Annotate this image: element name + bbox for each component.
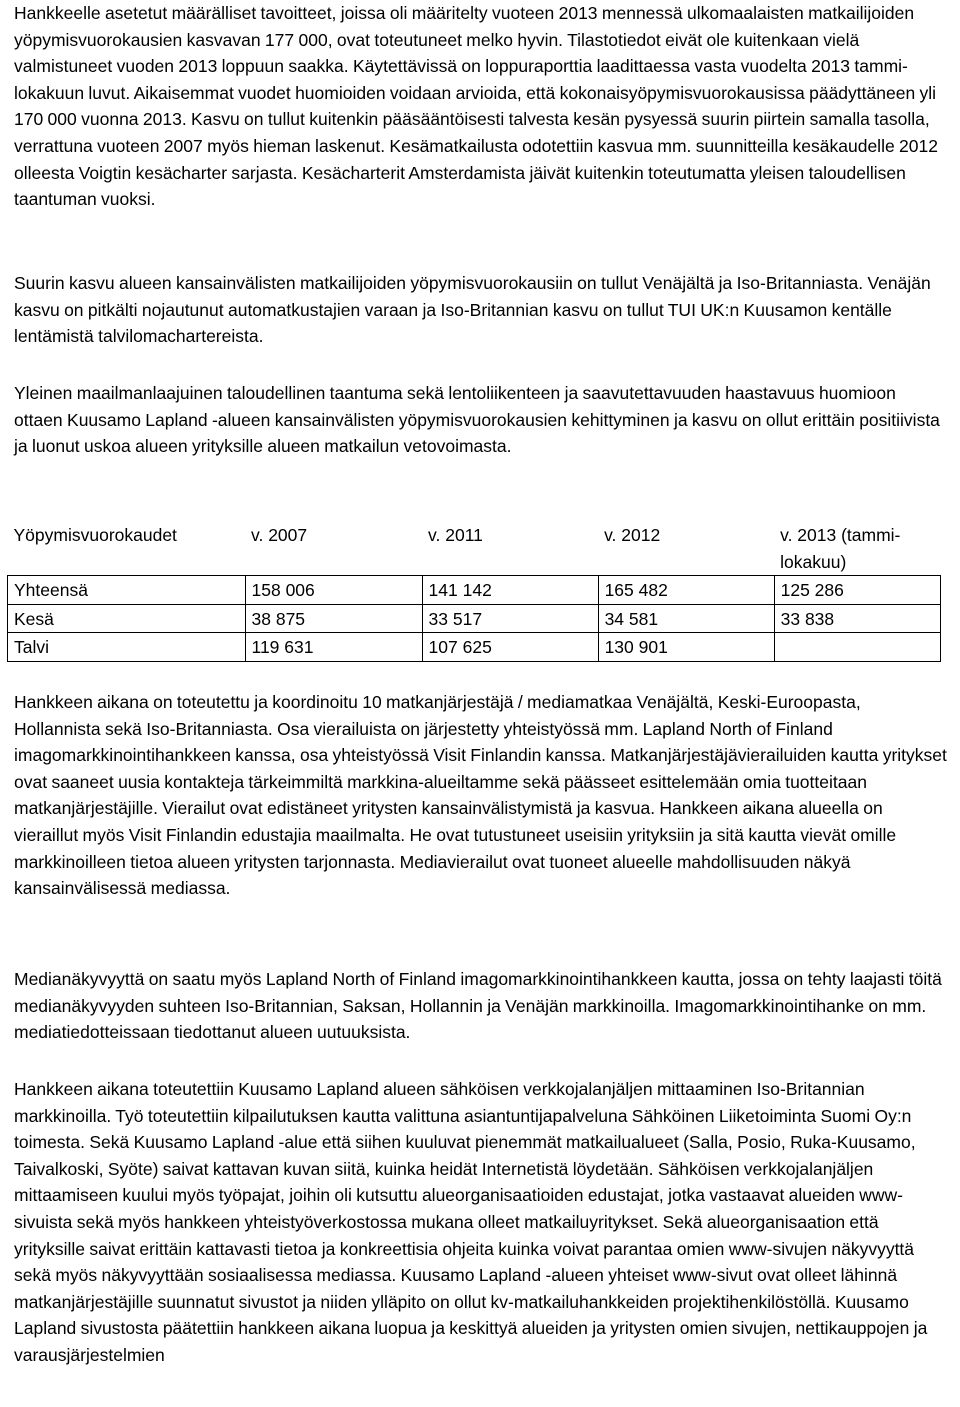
- paragraph-digital-footprint: Hankkeen aikana toteutettiin Kuusamo Lapland alueen sähköisen verkkojalanjäljen mittaaminen Iso-Britannian markkinoilla. Työ toteutettiin kilpailutuksen kautta valittuna asiantuntijapalveluna Sähköinen Liiketoiminta Suomi Oy:n toimesta. Sekä Kuusamo Lapland -alue että siihen kuuluvat pienemmät matkailualueet (Salla, Posio, Ruka-Kuusamo, Taivalkoski, Syöte) saivat kattavan kuvan siitä, kuinka heidät Internetistä löydetään. Sähköisen verkkojalanjäljen mittaamiseen kuului myös työpajat, joihin oli kutsuttu alueorganisaatioiden edustajat, jotka vastaavat alueiden www-sivuista sekä myös hankkeen yhteistyöverkostossa mukana olleet matkailuyritykset. Sekä alueorganisaation että yrityksille saivat erittäin kattavasti tietoa ja konkreettisia ohjeita kuinka voivat parantaa omien www-sivujen näkyvyyttä sekä myös näkyvyyttään sosiaalisessa mediassa. Kuusamo Lapland -alueen yhteiset www-sivut ovat olleet lähinnä matkanjärjestäjille suunnatut sivustot ja niiden ylläpito on ollut kv-matkailuhankkeiden projektihenkilöstöllä. Kuusamo Lapland sivustosta päätettiin hankkeen aikana luopua ja keskittyä alueiden ja yritysten omien sivujen, nettikauppojen ja varausjärjestelmien: [14, 1079, 928, 1365]
- paragraph-economic-context: Yleinen maailmanlaajuinen taloudellinen taantuma sekä lentoliikenteen ja saavutettavuuden haastavuus huomioon ottaen Kuusamo Lapland -alueen kansainvälisten yöpymisvuorokausien kehittyminen ja kasvu on ollut erittäin positiivista ja luonut uskoa alueen yrityksille alueen matkailun vetovoimasta.: [14, 383, 940, 457]
- table-cell: Talvi: [8, 633, 246, 662]
- table-cell: 125 286: [774, 576, 940, 605]
- table-cell: [774, 633, 940, 662]
- table-row: [8, 633, 941, 662]
- paragraph-tour-operator-visits: Hankkeen aikana on toteutettu ja koordinoitu 10 matkanjärjestäjä / mediamatkaa Venäjältä, Keski-Euroopasta, Hollannista sekä Iso-Britanniasta. Osa vierailuista on järjestetty yhteistyössä mm. Lapland North of Finland imagomarkkinointihankkeen kanssa, osa yhteistyössä Visit Finlandin kanssa. Matkanjärjestäjävierailuiden kautta yritykset ovat saaneet uusia kontakteja tärkeimmiltä markkina-alueiltamme sekä päässeet esittelemään omia tuotteitaan matkanjärjestäjille. Vierailut ovat edistäneet yritysten kansainvälistymistä ja kasvua. Hankkeen aikana alueella on vieraillut myös Visit Finlandin edustajia maailmalta. He ovat tutustuneet useisiin yrityksiin ja sitä kautta vievät omille markkinoilleen tietoa alueen yritysten tarjonnasta. Mediavierailut ovat tuoneet alueelle mahdollisuuden näkyä kansainvälisessä mediassa.: [14, 692, 947, 899]
- paragraph-growth-sources: Suurin kasvu alueen kansainvälisten matkailijoiden yöpymisvuorokausiin on tullut Venäjältä ja Iso-Britanniasta. Venäjän kasvu on pitkälti nojautunut automatkustajien varaan ja Iso-Britannian kasvu on tullut TUI UK:n Kuusamon kentälle lentämistä talvilomachartereista.: [14, 273, 931, 347]
- table-cell: 165 482: [598, 576, 774, 605]
- overnight-stays-table: [7, 521, 941, 662]
- table-header-row: [8, 521, 941, 576]
- table-cell: 38 875: [245, 604, 422, 633]
- table-cell: 130 901: [598, 633, 774, 662]
- table-cell: 33 517: [422, 604, 598, 633]
- table-row: [8, 576, 941, 605]
- table-cell: 34 581: [598, 604, 774, 633]
- table-cell: Yhteensä: [8, 576, 246, 605]
- table-cell: 119 631: [245, 633, 422, 662]
- table-header-cell: v. 2013 (tammi-lokakuu): [774, 521, 940, 576]
- table-header-cell: Yöpymisvuorokaudet: [8, 521, 246, 576]
- table-row: [8, 604, 941, 633]
- table-header-cell: v. 2012: [598, 521, 774, 576]
- table-header-cell: v. 2011: [422, 521, 598, 576]
- table-header-cell: v. 2007: [245, 521, 422, 576]
- paragraph-media-visibility: Medianäkyvyyttä on saatu myös Lapland North of Finland imagomarkkinointihankkeen kautta, jossa on tehty laajasti töitä medianäkyvyyden suhteen Iso-Britannian, Saksan, Hollannin ja Venäjän markkinoilla. Imagomarkkinointihanke on mm. mediatiedotteissaan tiedottanut alueen uutuuksista.: [14, 969, 942, 1043]
- table-cell: 158 006: [245, 576, 422, 605]
- paragraph-targets: Hankkeelle asetetut määrälliset tavoitteet, joissa oli määritelty vuoteen 2013 mennessä ulkomaalaisten matkailijoiden yöpymisvuorokausien kasvavan 177 000, ovat toteutuneet melko hyvin. Tilastotiedot eivät ole kuitenkaan vielä valmistuneet vuoden 2013 loppuun saakka. Käytettävissä on loppuraporttia laadittaessa vasta vuodelta 2013 tammi-lokakuun luvut. Aikaisemmat vuodet huomioiden voidaan arvioida, että kokonaisyöpymisvuorokausissa päädyttäneen yli 170 000 vuonna 2013. Kasvu on tullut kuitenkin pääsääntöisesti talvesta kesän pysyessä suurin piirtein samalla tasolla, verrattuna vuoteen 2007 myös hieman laskenut. Kesämatkailusta odotettiin kasvua mm. suunnitteilla kesäkaudelle 2012 olleesta Voigtin kesächarter sarjasta. Kesächarterit Amsterdamista jäivät kuitenkin toteutumatta yleisen taloudellisen taantuman vuoksi.: [14, 3, 938, 210]
- table-cell: 107 625: [422, 633, 598, 662]
- table-cell: 141 142: [422, 576, 598, 605]
- table-cell: 33 838: [774, 604, 940, 633]
- table-cell: Kesä: [8, 604, 246, 633]
